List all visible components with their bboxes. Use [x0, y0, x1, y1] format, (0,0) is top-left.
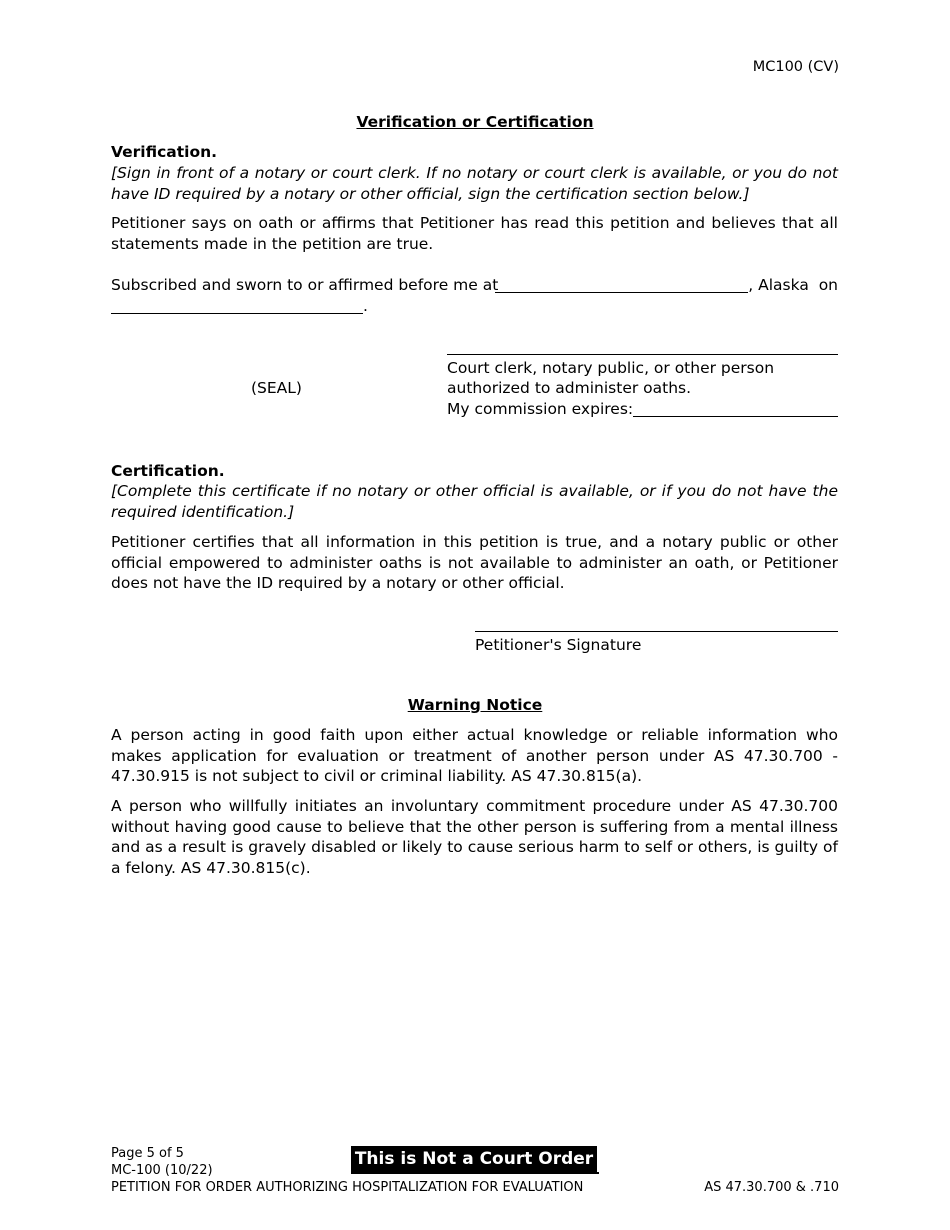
not-court-order-banner: This is Not a Court Order: [351, 1146, 597, 1174]
subscribed-suffix: , Alaska on: [748, 276, 838, 294]
warning-para-1: A person acting in good faith upon either actual knowledge or reliable information who makes application for evaluation or treatment of another person under AS 47.30.700 - 47.30.915 is not subject to civil or criminal liability. AS 47.30.815(a).: [111, 726, 838, 785]
commission-label: My commission expires:: [447, 400, 634, 418]
date-field[interactable]: [111, 313, 363, 314]
verification-heading: Verification.: [111, 143, 218, 161]
date-period: .: [363, 297, 368, 315]
seal-label: (SEAL): [251, 379, 302, 397]
certification-instruction: [Complete this certificate if no notary or other official is available, or if you do not have the required identification.]: [111, 482, 838, 521]
statute-reference: AS 47.30.700 & .710: [704, 1180, 839, 1195]
commission-expires-field[interactable]: [633, 416, 838, 417]
warning-para-2: A person who willfully initiates an involuntary commitment procedure under AS 47.30.700 without having good cause to believe that the other person is suffering from a mental illness and as a result is gravely disabled or likely to cause serious harm to self or others, is guilty of a felony. AS 47.30.815(c).: [111, 797, 838, 877]
official-title-line2: authorized to administer oaths.: [447, 379, 692, 397]
official-title-line1: Court clerk, notary public, or other person: [447, 359, 775, 377]
warning-title: Warning Notice: [407, 696, 543, 714]
official-signature-line[interactable]: [447, 354, 838, 355]
petitioner-signature-line[interactable]: [475, 631, 838, 632]
banner-underline: [351, 1172, 599, 1174]
certification-text: Petitioner certifies that all information in this petition is true, and a notary public or other official empowered to administer oaths is not available to administer an oath, or Petitioner does not have the ID required by a notary or other official.: [111, 533, 838, 592]
form-id: MC100 (CV): [752, 59, 839, 75]
verification-instruction: [Sign in front of a notary or court clerk. If no notary or court clerk is available, or you do not have ID required by a notary or other official, sign the certification section below.]: [111, 164, 838, 203]
location-field[interactable]: [495, 292, 748, 293]
certification-heading: Certification.: [111, 462, 225, 480]
section-title: Verification or Certification: [356, 113, 594, 131]
oath-text: Petitioner says on oath or affirms that Petitioner has read this petition and believes that all statements made in the petition are true.: [111, 214, 838, 253]
form-title: PETITION FOR ORDER AUTHORIZING HOSPITALIZATION FOR EVALUATION: [111, 1180, 584, 1195]
petitioner-signature-label: Petitioner's Signature: [475, 636, 642, 654]
form-revision: MC-100 (10/22): [111, 1163, 213, 1178]
subscribed-prefix: Subscribed and sworn to or affirmed before me at: [111, 276, 499, 294]
page-number: Page 5 of 5: [111, 1146, 184, 1161]
